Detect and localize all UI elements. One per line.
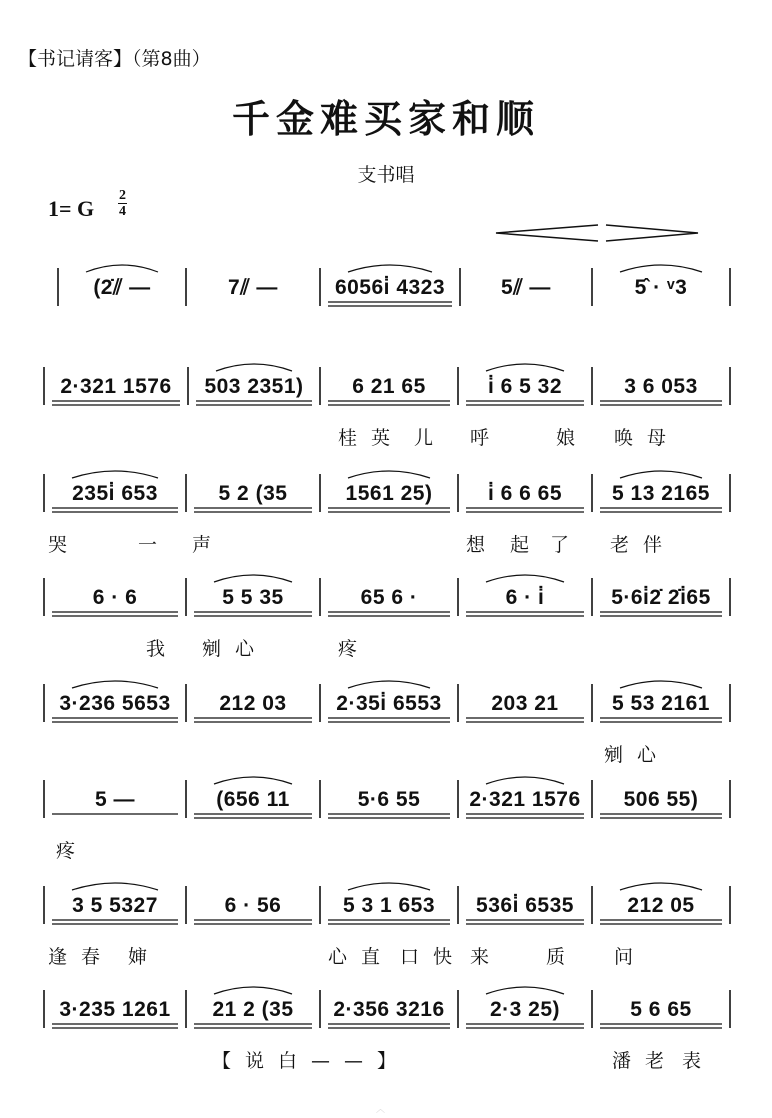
lyric-text: 质	[546, 946, 580, 968]
measure-notes: 7⫽ —	[228, 276, 278, 299]
lyric-text: 哭	[48, 534, 82, 556]
lyric-text: 儿	[414, 427, 448, 449]
measure-notes: 2·35i̇ 6553	[336, 692, 442, 715]
lyric-text: 婶	[128, 946, 162, 968]
measure-notes: 5 13 2165	[612, 482, 710, 505]
measure-notes: 536i̇ 6535	[476, 894, 574, 917]
measure-notes: 503 2351)	[204, 375, 304, 398]
lyric-text: 潘老	[612, 1050, 679, 1072]
measure-notes: 5̂ · ᵛ3	[634, 276, 688, 299]
song-source-tag: 【书记请客】（第8曲）	[18, 48, 211, 70]
lyric-text: 剜心	[604, 744, 671, 766]
measure-notes: 6 · i̇	[505, 586, 545, 609]
lyric-text: 我	[146, 638, 180, 660]
measure-notes: 6 21 65	[352, 375, 426, 398]
lyric-text: 心直	[328, 946, 395, 968]
measure-notes: 2·3 25)	[489, 998, 561, 1021]
lyric-text: 表	[682, 1050, 716, 1072]
measure-notes: 5 2 (35	[218, 482, 288, 505]
slur-arc	[72, 883, 158, 890]
measure-notes: 5 —	[94, 788, 135, 811]
measure-notes: 5·6 55	[357, 788, 421, 811]
measure-notes: 2·321 1576	[60, 375, 172, 398]
measure-notes: 5 5 35	[222, 586, 284, 609]
measure-notes: 6056i̇ 4323	[334, 276, 446, 299]
slur-arc	[72, 681, 158, 688]
slur-arc	[486, 575, 564, 582]
singer-label: 支书唱	[357, 164, 415, 186]
slur-arc	[348, 471, 430, 478]
measure-notes: i̇ 6 5 32	[487, 375, 563, 398]
slur-arc	[216, 364, 292, 371]
slur-arc	[486, 777, 564, 784]
slur-arc	[214, 575, 292, 582]
lyric-text: 想	[466, 534, 500, 556]
lyric-text: 了	[550, 534, 584, 556]
lyric-text: 剜心	[202, 638, 269, 660]
measure-notes: i̇ 6 6 65	[487, 482, 563, 505]
slur-arc	[86, 265, 158, 272]
slur-arc	[486, 987, 564, 994]
lyric-text: 呼	[470, 427, 504, 449]
slur-arc	[348, 883, 430, 890]
measure-notes: 212 05	[627, 894, 695, 917]
lyric-text: 口快	[400, 946, 467, 968]
measure-notes: 2·356 3216	[333, 998, 445, 1021]
measure-notes: 3 6 053	[624, 375, 698, 398]
measure-notes: 2·321 1576	[469, 788, 581, 811]
lyric-text: 桂英	[338, 427, 405, 449]
slur-arc	[620, 265, 702, 272]
measure-notes: (656 11	[216, 788, 290, 811]
measure-notes: 3·236 5653	[59, 692, 171, 715]
lyric-text: 问	[614, 946, 648, 968]
page-footer-ornament: ︿	[376, 1105, 386, 1115]
measure-notes: 3·235 1261	[59, 998, 171, 1021]
slur-arc	[620, 883, 702, 890]
lyric-text: 疼	[338, 638, 372, 660]
measure-notes: 5⫽ —	[501, 276, 551, 299]
measure-notes: 5 53 2161	[612, 692, 710, 715]
measure-notes: 1561 25)	[345, 482, 433, 505]
meter-denominator: 4	[119, 204, 126, 219]
measure-notes: 5·6i̇2̇ 2̇i̇65	[611, 586, 711, 609]
slur-arc	[348, 265, 432, 272]
measure-notes: 3 5 5327	[72, 894, 158, 917]
lyric-text: 一	[138, 534, 172, 556]
lyric-text: 声	[192, 534, 226, 556]
song-title: 千金难买家和顺	[231, 96, 540, 141]
measure-notes: (2̇⫽ —	[93, 276, 151, 299]
slur-arc	[348, 681, 430, 688]
key-signature: 1= G	[48, 196, 95, 221]
measure-notes: 6 · 6	[92, 586, 138, 609]
meter-numerator: 2	[119, 188, 126, 203]
lyric-text: 逢春	[48, 946, 115, 968]
measure-notes: 21 2 (35	[212, 998, 294, 1021]
measure-notes: 5 6 65	[630, 998, 692, 1021]
slur-arc	[486, 364, 564, 371]
lyric-text: 娘	[556, 427, 590, 449]
slur-arc	[214, 987, 292, 994]
measure-notes: 212 03	[219, 692, 287, 715]
measure-notes: 65 6 ·	[360, 586, 418, 609]
slur-arc	[620, 471, 702, 478]
measure-notes: 6 · 56	[224, 894, 282, 917]
dynamics-hairpins	[480, 222, 720, 250]
measure-notes: 235i̇ 653	[72, 482, 158, 505]
time-signature	[118, 188, 127, 219]
lyric-text: 唤母	[614, 427, 681, 449]
lyric-text: 【说白——】	[212, 1050, 411, 1072]
slur-arc	[214, 777, 292, 784]
lyric-text: 起	[510, 534, 544, 556]
measure-notes: 203 21	[491, 692, 559, 715]
measure-notes: 506 55)	[623, 788, 699, 811]
slur-arc	[620, 681, 702, 688]
measure-notes: 5 3 1 653	[342, 894, 436, 917]
lyric-text: 疼	[56, 840, 90, 862]
lyric-text: 老伴	[610, 534, 677, 556]
lyric-text: 来	[470, 946, 504, 968]
slur-arc	[72, 471, 158, 478]
